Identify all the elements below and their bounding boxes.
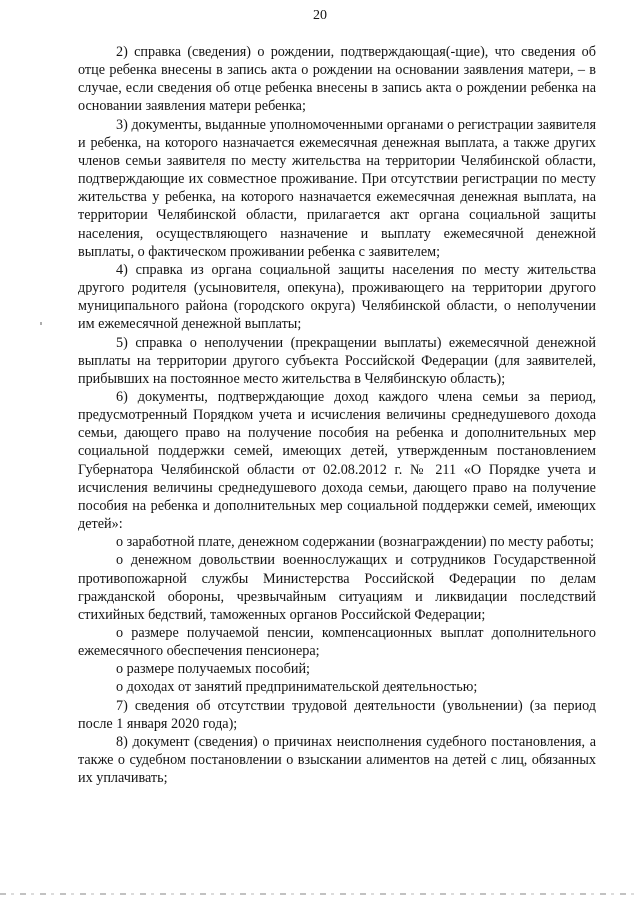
paragraph-item-6: 6) документы, подтверждающие доход каждого члена семьи за период, предусмотренный Порядком учета и исчисления величины среднедушевого дохода семьи, дающего право на получение пособия на ребенка и дополнительных мер социальной поддержки семей, имеющих детей, утвержденным постановлением Губернатора Челябинской области от 02.08.2012 г. № 211 «О Порядке учета и исчисления величины среднедушевого дохода семьи, дающего право на получение пособия на ребенка и дополнительных мер социальной поддержки семей, имеющих детей»: — [78, 388, 596, 533]
paragraph-item-2: 2) справка (сведения) о рождении, подтверждающая(-щие), что сведения об отце ребенка внесены в запись акта о рождении на основании заявления матери, – в случае, если сведения об отце ребенка внесены в запись акта о рождении ребенка на основании заявления матери ребенка; — [78, 44, 596, 115]
document-body — [78, 43, 596, 787]
paragraph-income-benefits: о размере получаемых пособий; — [116, 661, 310, 678]
paragraph-income-pension: о размере получаемой пенсии, компенсационных выплат дополнительного ежемесячного обеспечения пенсионера; — [78, 625, 596, 660]
paragraph-income-military: о денежном довольствии военнослужащих и сотрудников Государственной противопожарной службы Министерства Российской Федерации по делам гражданской обороны, чрезвычайным ситуациям и ликвидации последствий стихийных бедствий, таможенных органов Российской Федерации; — [78, 552, 596, 623]
paragraph-income-business: о доходах от занятий предпринимательской деятельностью; — [116, 679, 478, 696]
scan-artifact-line — [0, 893, 640, 895]
paragraph-item-4: 4) справка из органа социальной защиты населения по месту жительства другого родителя (усыновителя, опекуна), проживающего на территории другого муниципального района (городского округа) Челябинской области, о неполучении им ежемесячной денежной выплаты; — [78, 261, 596, 333]
scan-artifact-dot — [40, 322, 42, 325]
paragraph-item-8: 8) документ (сведения) о причинах неисполнения судебного постановления, а также о судебном постановлении о взыскании алиментов на детей с лиц, обязанных их уплачивать; — [78, 733, 596, 787]
paragraph-item-7: 7) сведения об отсутствии трудовой деятельности (увольнении) (за период после 1 января 2020 года); — [78, 697, 596, 732]
page-number: 20 — [313, 8, 327, 23]
paragraph-item-5: 5) справка о неполучении (прекращении выплаты) ежемесячной денежной выплаты на территории другого субъекта Российской Федерации (для заявителей, прибывших на постоянное место жительства в Челябинскую область); — [78, 334, 596, 387]
paragraph-income-salary: о заработной плате, денежном содержании (вознаграждении) по месту работы; — [116, 534, 594, 551]
paragraph-item-3: 3) документы, выданные уполномоченными органами о регистрации заявителя и ребенка, на которого назначается ежемесячная денежная выплата, а также других членов семьи заявителя по месту жительства на территории Челябинской области, подтверждающие их совместное проживание. При отсутствии регистрации по месту жительства у ребенка, на которого назначается ежемесячная денежная выплата, на территории Челябинской области, прилагается акт органа социальной защиты населения, осуществляющего назначение и выплату ежемесячной денежной выплаты, о фактическом проживании ребенка с заявителем; — [78, 116, 596, 260]
